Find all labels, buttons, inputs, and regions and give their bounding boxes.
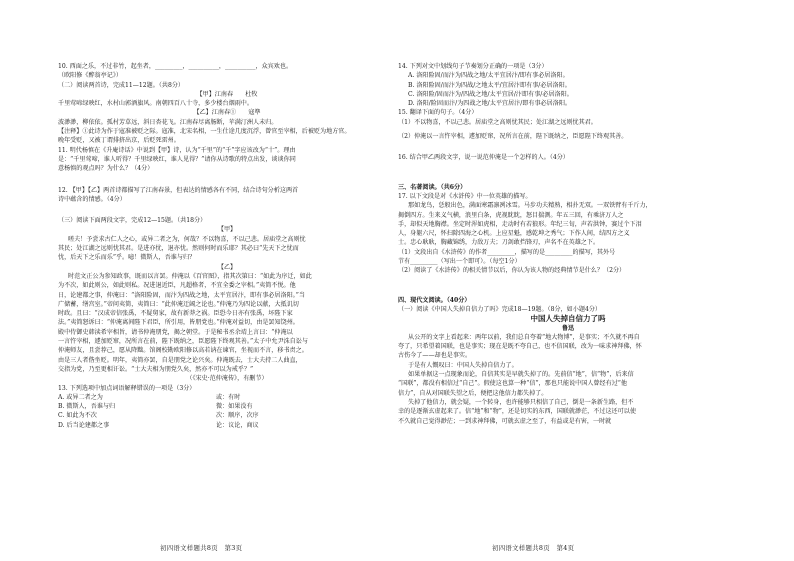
text-line: 殿中侍御史韩渎希宰相旨，请书仲淹朋党，揭之朝堂。于是秘书丞余靖上言曰：“仲淹以 bbox=[58, 328, 293, 336]
text-line: 忧，后天下之乐而乐”乎。噫！微斯人，吾谁与归？ bbox=[58, 254, 196, 262]
text-line: 晚年受贬，又被丁谓排挤出京，后贬死雷州。 bbox=[58, 137, 180, 145]
text-line: 不久就自己觉得渺茫；一到求神拜佛，可就玄虚之至了，有益或是有害，一时就 bbox=[398, 417, 612, 425]
text-line: （2）阅读了《水浒传》的相关情节以后，你认为该人物的经典情节是什么？（2分） bbox=[398, 267, 626, 275]
text-line: 于是有人慨叹曰：中国人失掉自信力了。 bbox=[408, 361, 518, 369]
text-line: 【乙】 bbox=[217, 263, 237, 271]
text-line bbox=[398, 163, 738, 183]
text-line: B. 洛阳险固/而汴为四战/之地太平/宜居汴即有事/必居洛阳。 bbox=[408, 81, 571, 89]
text-line: 嗟夫！予尝求古仁人之心，或异二者之为，何哉？不以物喜，不以己悲。居庙堂之高则忧 bbox=[68, 235, 306, 243]
text-line: 时范文正公为参知政事，既而以言罢。仲淹以《百官图》，指其次第曰：“如此为序迁，如此 bbox=[68, 272, 312, 280]
article-body bbox=[398, 333, 738, 426]
text-line: 为不次，如此则公，如此则私。况进退近臣，凡超格者，不宜全委之宰相。”夷简不悦。他 bbox=[58, 282, 296, 290]
article-author: 鲁迅 bbox=[561, 324, 574, 332]
text-line: 信力”，自从对国联失望之后，便把这他信力都失掉了。 bbox=[398, 389, 548, 397]
text-line: 人，身躯六尺，怀扫除四海之心机。上应星魁，感乾坤之秀气；下作人间，结四方之义 bbox=[398, 230, 630, 238]
text-line: 三、名著阅读。（共6分） bbox=[398, 183, 467, 191]
text-line: 【甲】 bbox=[217, 226, 237, 234]
option-explanation: 或：有时 bbox=[216, 393, 241, 401]
text-line: 14. 下列对文中划线句子节奏划分正确的一项是（3分） bbox=[398, 63, 548, 70]
text-line: 17. 以下文段是对《水浒传》中一位英雄的描写。 bbox=[398, 192, 532, 200]
q13-options bbox=[58, 393, 396, 430]
text-line: （《宋史·范仲淹传》，有删节） bbox=[186, 375, 268, 383]
text-line: 古伤今了——却也是事实。 bbox=[398, 352, 472, 360]
text-line: 那如龙鸟，恁般出色，满面寒霜凛冽冰雪。马步功夫精熟，相扑无双。一双铁臂有千斤力， bbox=[408, 202, 652, 210]
right-page-text bbox=[398, 62, 738, 314]
text-line: （欧阳修《醉翁亭记》） bbox=[58, 72, 122, 80]
text-line: 四、现代文阅读。（40分） bbox=[398, 296, 471, 304]
option-text: D. 后当论建都之事 bbox=[58, 421, 110, 429]
text-line: 幸的是逐渐玄虚起来了。信“地”和“物”，还是切实的东西，国联就渺茫，不过这还可以使 bbox=[398, 408, 636, 416]
text-line: 由是三人者偕坐贬。明年，夷简亦罢，自是朋党之论兴矣。仲淹既去，士大夫持二人曲直， bbox=[58, 356, 302, 364]
text-line bbox=[398, 276, 738, 296]
article-title: 中国人失掉自信力了吗 bbox=[530, 314, 606, 324]
text-line: （一）阅读《中国人失掉自信力了吗》完成18—19题。（8分，如小题4分） bbox=[398, 305, 602, 313]
text-line: 意杨慎的观点吗？为什么？（4分） bbox=[58, 165, 154, 173]
text-line: 节有_________（写出一个即可）。（每空1分） bbox=[398, 258, 521, 266]
text-line: （1）文段出自《水浒传》的作者_________，描写的是_________的描写，其外号 bbox=[398, 248, 616, 256]
text-line: （2）仲淹以一言忤宰相，遽加贬窜，况所言在前，陛下既纳之，臣愿陛下终观其善。 bbox=[398, 133, 628, 141]
text-line: 【乙】江南春① 寇準 bbox=[193, 109, 261, 117]
text-line: 从公开的文字上看起来：两年以前，我们总自夸着“地大物博”，是事实；不久就不再自 bbox=[408, 333, 640, 341]
left-page bbox=[58, 62, 396, 430]
text-line: 其民；处江湖之远则忧其君。是进亦忧，退亦忧。然则何时而乐耶？其必曰“先天下之忧而 bbox=[58, 245, 299, 253]
text-line bbox=[58, 204, 396, 216]
text-line: 16. 结合甲乙两段文字，说一说范仲淹是一个怎样的人。（4分） bbox=[398, 154, 569, 162]
text-line: 【注释】①此诗为作于寇准被贬之际。寇准，北宋名相，一生仕途几度沉浮，曾官至宰相，后被贬为地方官。 bbox=[58, 128, 351, 136]
right-page bbox=[398, 62, 738, 426]
text-line: 夸了，只希望着国联，也是事实；现在是既不夸自己，也不信国联，改为一味求神拜佛，怀 bbox=[398, 343, 642, 351]
page-footer-right: 初四语文样题共8页 第4页 bbox=[492, 544, 575, 552]
text-line: “国联”，都没有相信过“自己”。假使这也算一种“信”，那也只能说中国人曾经有过“他 bbox=[398, 380, 627, 388]
option-text: B. 微斯人，吾谁与归 bbox=[58, 403, 116, 411]
text-line: 手，却似天地胸襟。坐定时浑如虎相，走动时有若狼形。年纪三旬，声若洪钟，赛过个下泪 bbox=[398, 220, 642, 228]
option-explanation: 次：顺序，次序 bbox=[216, 412, 259, 420]
text-line: 揭倒四方。生来义气横，浪里白条，虎视眈眈，怒目揣测。年五三回，有乘济万人之 bbox=[398, 211, 624, 219]
text-line: 12. 【甲】【乙】两首诗都描写了江南春景，但表达的情感各有不同，结合诗句分析这两首 bbox=[58, 186, 299, 194]
option-explanation: 论：议论，商议 bbox=[216, 421, 259, 429]
text-line: A. 洛阳险固/而汴为四战之地/太平宜居汴/即有事必居洛阳。 bbox=[408, 72, 569, 80]
option-text: A. 或异二者之为 bbox=[58, 393, 103, 401]
text-line: 交指为党，乃至更相讦讼。“士大夫相为朋党久矣，然亦不可以为戒乎？” bbox=[58, 365, 254, 373]
text-line: 如果单据这一点现象而论，自信其实是早就失掉了的。先前信“地”，信“物”，后来信 bbox=[408, 371, 634, 379]
left-page-text bbox=[58, 62, 396, 393]
text-line: 是：“千里莺啼，谁人听得？千里绿映红，谁人见得？”请你从诗歌的特点出发，谈谈你同 bbox=[58, 155, 296, 163]
text-line: 广储蓄，缮宫室。”帝问夷简，夷简曰：“此仲淹迂阔之论也。”仲淹乃为四论以献，大抵讥切 bbox=[58, 300, 299, 308]
text-line: （三）阅读下面两段文字，完成12—15题。（共18分） bbox=[58, 217, 207, 225]
text-line: 波渺渺，柳依依。孤村芳草远，斜日杏花飞。江南春尽离肠断，苹满汀洲人未归。 bbox=[58, 118, 278, 126]
text-line bbox=[398, 141, 738, 153]
text-line: （二）阅读两首诗，完成11—12题。（共8分） bbox=[58, 81, 185, 89]
option-explanation: 微：如果没有 bbox=[216, 403, 253, 411]
text-line: 11. 明代杨慎在《升庵诗话》中说到【甲】诗，认为“千里”的“千”字应该改为“十”。理由 bbox=[58, 146, 296, 154]
text-line: 一言忤宰相，遽加贬窜，况所言在前，陛下既纳之，臣愿陛下终观其善。”太子中允尹洙自讼与 bbox=[58, 338, 308, 346]
text-line: 士。忠心耿耿，胸藏锦绣，力敌万夫；刀剑敢挡锋刃，声名不在英雄之下。 bbox=[398, 239, 600, 247]
text-line: 13. 下列选项中加点词语解释错误的一项是（3分） bbox=[58, 384, 196, 392]
text-line: 诗中蕴含的情感。（4分） bbox=[58, 195, 126, 203]
text-line: （1）不以物喜，不以己悲。居庙堂之高则忧其民；处江湖之远则忧其君。 bbox=[398, 118, 597, 126]
text-line: 日，论建都之事，仲淹曰：“洛阳险固，而汴为四战之地，太平宜居汴，即有事必居洛阳。”当 bbox=[58, 291, 305, 299]
text-line: D. 洛阳/险固而汴/为四战之地/太平宜居汴/即有事必居洛阳。 bbox=[408, 100, 572, 108]
text-line: 15. 翻译下面的句子。（4分） bbox=[398, 109, 478, 117]
text-line: C. 洛阳险/固而汴为/四战之地/太平宜居/汴即有事/必居洛阳。 bbox=[408, 90, 573, 98]
text-line: 失掉了他信力，就会疑，一个转身，也许能够只相信了自己，倒是一条新生路，但不 bbox=[408, 398, 634, 406]
text-line bbox=[58, 174, 396, 186]
text-line: 法。”夷简怒诉曰：“仲淹离间陛下君臣，所引用，皆朋党也。”仲淹对益切，由是罢知饶州。 bbox=[58, 319, 299, 327]
text-line: 千里莺啼绿映红，水村山郭酒旗风。南朝四百八十寺，多少楼台烟雨中。 bbox=[58, 100, 253, 108]
option-text: C. 如此为不次 bbox=[58, 412, 97, 420]
text-line: 10. 西面之乐，不过非竹，起坐者，_________，__________，__________，众宾欢也。 bbox=[58, 63, 293, 70]
page-footer-left: 初四语文样题共8页 第3页 bbox=[160, 544, 243, 552]
text-line: 【甲】江南春 杜牧 bbox=[196, 90, 258, 98]
text-line: 仲淹师友，且尝荐己，愿从降黜。馆阁校勘欧阳修以高若讷在谏官，坐视而不言，移书责之。 bbox=[58, 347, 308, 355]
text-line: 时政。且曰：“汉成帝信张禹，不疑舅家，故有新莽之祸。臣恐今日亦有张禹，坏陛下家 bbox=[58, 310, 293, 318]
